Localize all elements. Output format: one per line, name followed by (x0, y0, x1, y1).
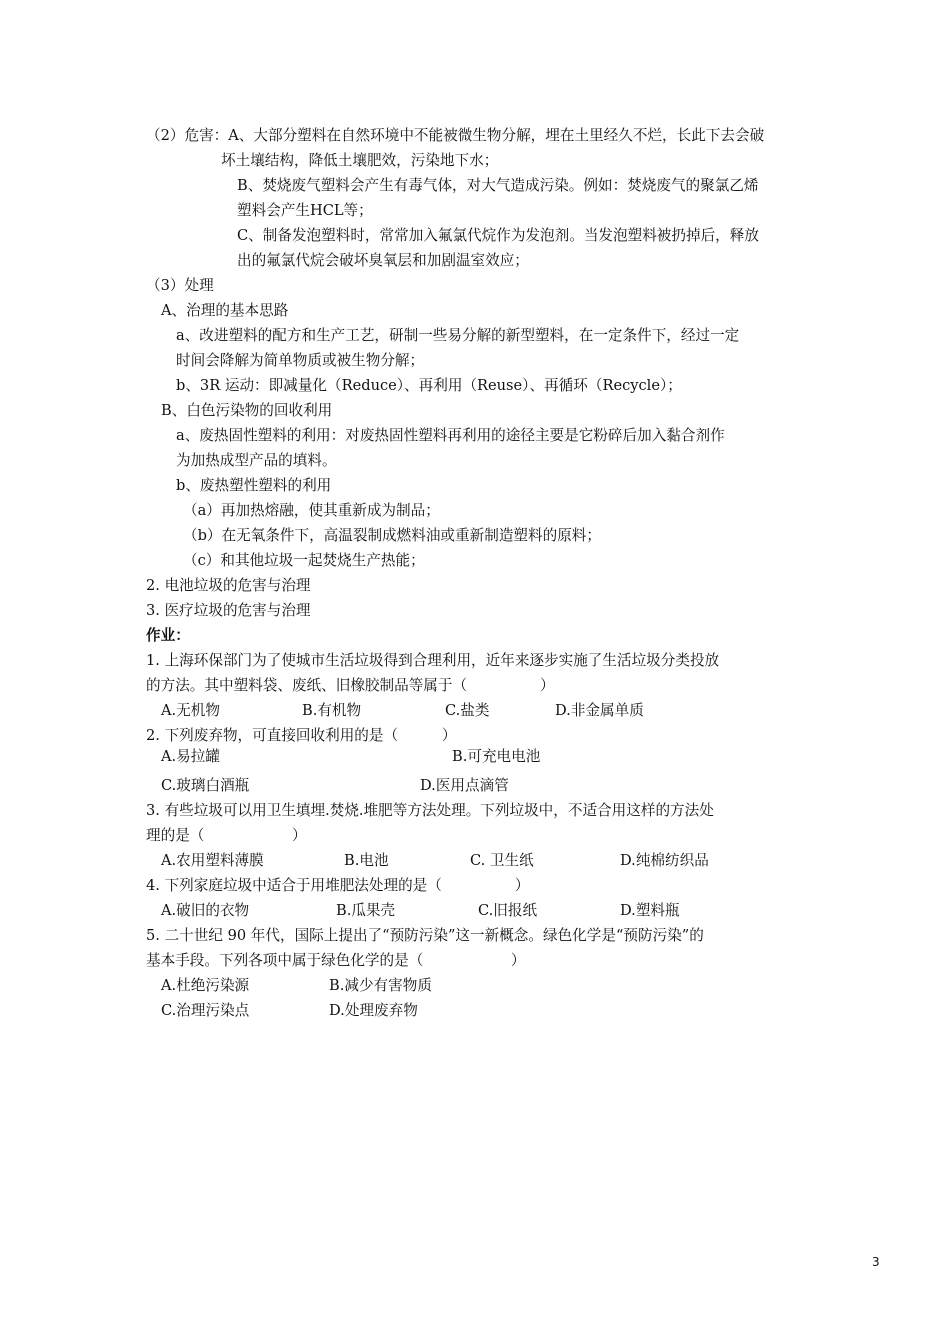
q1-option-b: B.有机物 (302, 702, 362, 719)
harm-line-3: B、焚烧废气塑料会产生有毒气体，对大气造成污染。例如：焚烧废气的聚氯乙烯 (237, 177, 759, 194)
harm-line-2: 坏土壤结构，降低土壤肥效，污染地下水； (221, 152, 499, 169)
q5-option-c: C.治理污染点 (161, 1002, 250, 1019)
q3-option-b: B.电池 (344, 852, 389, 869)
section-3-heading: 3. 医疗垃圾的危害与治理 (146, 602, 311, 619)
q1-line-2: 的方法。其中塑料袋、废纸、旧橡胶制品等属于（ ） (146, 677, 555, 694)
q3-option-d: D.纯棉纺织品 (620, 852, 709, 869)
treatment-b-b-c: （c）和其他垃圾一起焚烧生产热能； (183, 552, 425, 569)
q5-line-2: 基本手段。下列各项中属于绿色化学的是（ ） (146, 952, 526, 969)
q3-option-a: A.农用塑料薄膜 (161, 852, 264, 869)
q4-option-d: D.塑料瓶 (620, 902, 680, 919)
treatment-b-a-line-2: 为加热成型产品的填料。 (176, 452, 337, 469)
harm-line-5: C、制备发泡塑料时，常常加入氟氯代烷作为发泡剂。当发泡塑料被扔掉后，释放 (237, 227, 759, 244)
treatment-heading: （3）处理 (146, 277, 214, 294)
treatment-a-title: A、治理的基本思路 (161, 302, 289, 319)
q1-line-1: 1. 上海环保部门为了使城市生活垃圾得到合理利用，近年来逐步实施了生活垃圾分类投放 (146, 652, 720, 669)
q5-option-d: D.处理废弃物 (329, 1002, 418, 1019)
q1-option-d: D.非金属单质 (555, 702, 644, 719)
q2-line-1: 2. 下列废弃物，可直接回收利用的是（ ） (146, 727, 457, 744)
q1-option-c: C.盐类 (445, 702, 490, 719)
treatment-a-a-line-2: 时间会降解为简单物质或被生物分解； (176, 352, 425, 369)
q4-option-c: C.旧报纸 (478, 902, 538, 919)
q3-line-2: 理的是（ ） (146, 827, 307, 844)
q5-option-b: B.减少有害物质 (329, 977, 432, 994)
treatment-b-title: B、白色污染物的回收利用 (161, 402, 333, 419)
harm-line-4: 塑料会产生HCL等； (237, 202, 373, 219)
q2-option-d: D.医用点滴管 (420, 777, 509, 794)
harm-line-1: （2）危害：A、大部分塑料在自然环境中不能被微生物分解，埋在土里经久不烂，长此下去会破 (146, 127, 765, 144)
q5-line-1: 5. 二十世纪 90 年代，国际上提出了“预防污染”这一新概念。绿色化学是“预防污染”的 (146, 927, 704, 944)
q3-line-1: 3. 有些垃圾可以用卫生填埋.焚烧.堆肥等方法处理。下列垃圾中，不适合用这样的方法处 (146, 802, 714, 819)
page-number: 3 (872, 1255, 880, 1269)
section-2-heading: 2. 电池垃圾的危害与治理 (146, 577, 311, 594)
q3-option-c: C. 卫生纸 (470, 852, 534, 869)
q5-option-a: A.杜绝污染源 (161, 977, 250, 994)
q2-option-b: B.可充电电池 (452, 748, 541, 765)
q1-option-a: A.无机物 (161, 702, 220, 719)
homework-title: 作业： (146, 627, 190, 644)
q2-option-c: C.玻璃白酒瓶 (161, 777, 250, 794)
treatment-a-b: b、3R 运动：即减量化（Reduce）、再利用（Reuse）、再循环（Recycle）； (176, 377, 682, 394)
treatment-b-b-b: （b）在无氧条件下，高温裂制成燃料油或重新制造塑料的原料； (183, 527, 601, 544)
q4-option-b: B.瓜果壳 (336, 902, 396, 919)
treatment-b-a-line-1: a、废热固性塑料的利用：对废热固性塑料再利用的途径主要是它粉碎后加入黏合剂作 (176, 427, 725, 444)
treatment-b-b: b、废热塑性塑料的利用 (176, 477, 332, 494)
harm-line-6: 出的氟氯代烷会破坏臭氧层和加剧温室效应； (237, 252, 529, 269)
treatment-b-b-a: （a）再加热熔融，使其重新成为制品； (183, 502, 440, 519)
q2-option-a: A.易拉罐 (161, 748, 220, 765)
q4-option-a: A.破旧的衣物 (161, 902, 250, 919)
q4-line-1: 4. 下列家庭垃圾中适合于用堆肥法处理的是（ ） (146, 877, 530, 894)
treatment-a-a-line-1: a、改进塑料的配方和生产工艺，研制一些易分解的新型塑料，在一定条件下，经过一定 (176, 327, 740, 344)
